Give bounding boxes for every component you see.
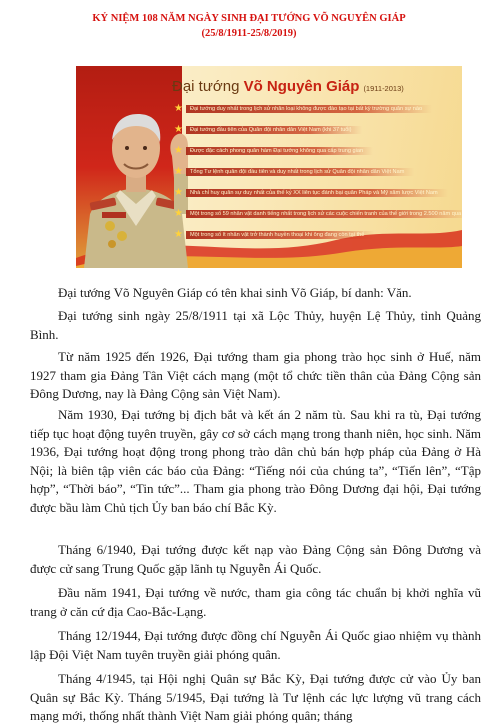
body-paragraph: Tháng 12/1944, Đại tướng được đồng chí Nguyễn Ái Quốc giao nhiệm vụ thành lập Đội Việt Nam tuyên truyền giải phóng quân.: [30, 628, 481, 662]
banner-title-rank: Đại tướng: [172, 78, 244, 95]
page-title: KỶ NIỆM 108 NĂM NGÀY SINH ĐẠI TƯỚNG VÕ NGUYÊN GIÁP: [92, 13, 406, 24]
banner-title-years: (1911-2013): [363, 84, 404, 93]
banner-fact-item: ★ Đại tướng duy nhất trong lịch sử nhân loại không được đào tạo tại bất kỳ trường quân sự nào: [174, 102, 432, 116]
body-paragraph: Đại tướng sinh ngày 25/8/1911 tại xã Lộc Thủy, huyện Lệ Thủy, tỉnh Quảng Bình.: [30, 308, 481, 342]
infographic-banner: [76, 66, 462, 268]
banner-fact-item: ★ Được đặc cách phong quân hàm Đại tướng không qua cấp trung gian: [174, 144, 373, 158]
star-icon: ★: [174, 166, 183, 177]
banner-fact-item: ★ Tổng Tư lệnh quân đội đầu tiên và duy nhất trong lịch sử Quân đội nhân dân Việt Nam: [174, 165, 414, 179]
banner-fact-item: ★ Đại tướng đầu tiên của Quân đội nhân dân Việt Nam (khi 37 tuổi): [174, 123, 362, 137]
banner-title: [172, 78, 404, 96]
star-icon: ★: [174, 187, 183, 198]
body-paragraph: Tháng 4/1945, tại Hội nghị Quân sự Bắc Kỳ, Đại tướng được cử vào Ủy ban Quân sự Bắc Kỳ. Tháng 5/1945, Đại tướng là Tư lệnh các lực lượng vũ trang cách mạng mới, thống nhất thành Việt Nam giải phóng quân; tháng: [30, 671, 481, 723]
body-paragraph: Từ năm 1925 đến 1926, Đại tướng tham gia phong trào học sinh ở Huế, năm 1927 tham gia Đảng Tân Việt cách mạng (một tổ chức tiền thân của Đảng Cộng sản Đông Dương, nay là Đảng Cộng sản Việt Nam).: [30, 349, 481, 401]
body-paragraph: Đại tướng Võ Nguyên Giáp có tên khai sinh Võ Giáp, bí danh: Văn.: [58, 285, 412, 300]
star-icon: ★: [174, 124, 183, 135]
star-icon: ★: [174, 145, 183, 156]
body-paragraph: Năm 1930, Đại tướng bị địch bắt và kết án 2 năm tù. Sau khi ra tù, Đại tướng tiếp tục hoạt động tuyên truyền, gây cơ sở cách mạng trong thanh niên, học sinh. Năm 1936, Đại tướng hoạt động trong phong trào dân chủ bán hợp pháp của Đảng ở Hà Nội; là biên tập viên các báo của Đảng: “Tiếng nói của chúng ta”, “Tiến lên”, “Tập hợp”, “Thời báo”, “Tin tức”... Tham gia phong trào Đông Dương đại hội, Đại tướng được bầu làm Chủ tịch Ủy ban báo chí Bắc Kỳ.: [30, 407, 481, 515]
banner-fact-item: ★ Một trong số 59 nhân vật danh tiếng nhất trong lịch sử các cuộc chiến tranh của thế giới trong 2.500 năm qua: [174, 207, 462, 221]
body-paragraph: Tháng 6/1940, Đại tướng được kết nạp vào Đảng Cộng sản Đông Dương và được cử sang Trung Quốc gặp lãnh tụ Nguyễn Ái Quốc.: [30, 542, 481, 576]
page-subtitle-dates: (25/8/1911-25/8/2019): [201, 28, 297, 39]
star-icon: ★: [174, 229, 183, 240]
star-icon: ★: [174, 208, 183, 219]
banner-fact-item: ★ Nhà chỉ huy quân sự duy nhất của thế kỷ XX liên tục đánh bại quân Pháp và Mỹ xâm lược Việt Nam: [174, 186, 448, 200]
banner-fact-item: ★ Một trong số ít nhân vật trở thành huyền thoại khi ông đang còn tại thế: [174, 228, 374, 242]
star-icon: ★: [174, 103, 183, 114]
banner-title-name: Võ Nguyên Giáp: [243, 78, 360, 95]
body-paragraph: Đầu năm 1941, Đại tướng về nước, tham gia công tác chuẩn bị khởi nghĩa vũ trang ở căn cứ địa Cao-Bắc-Lạng.: [30, 585, 481, 619]
